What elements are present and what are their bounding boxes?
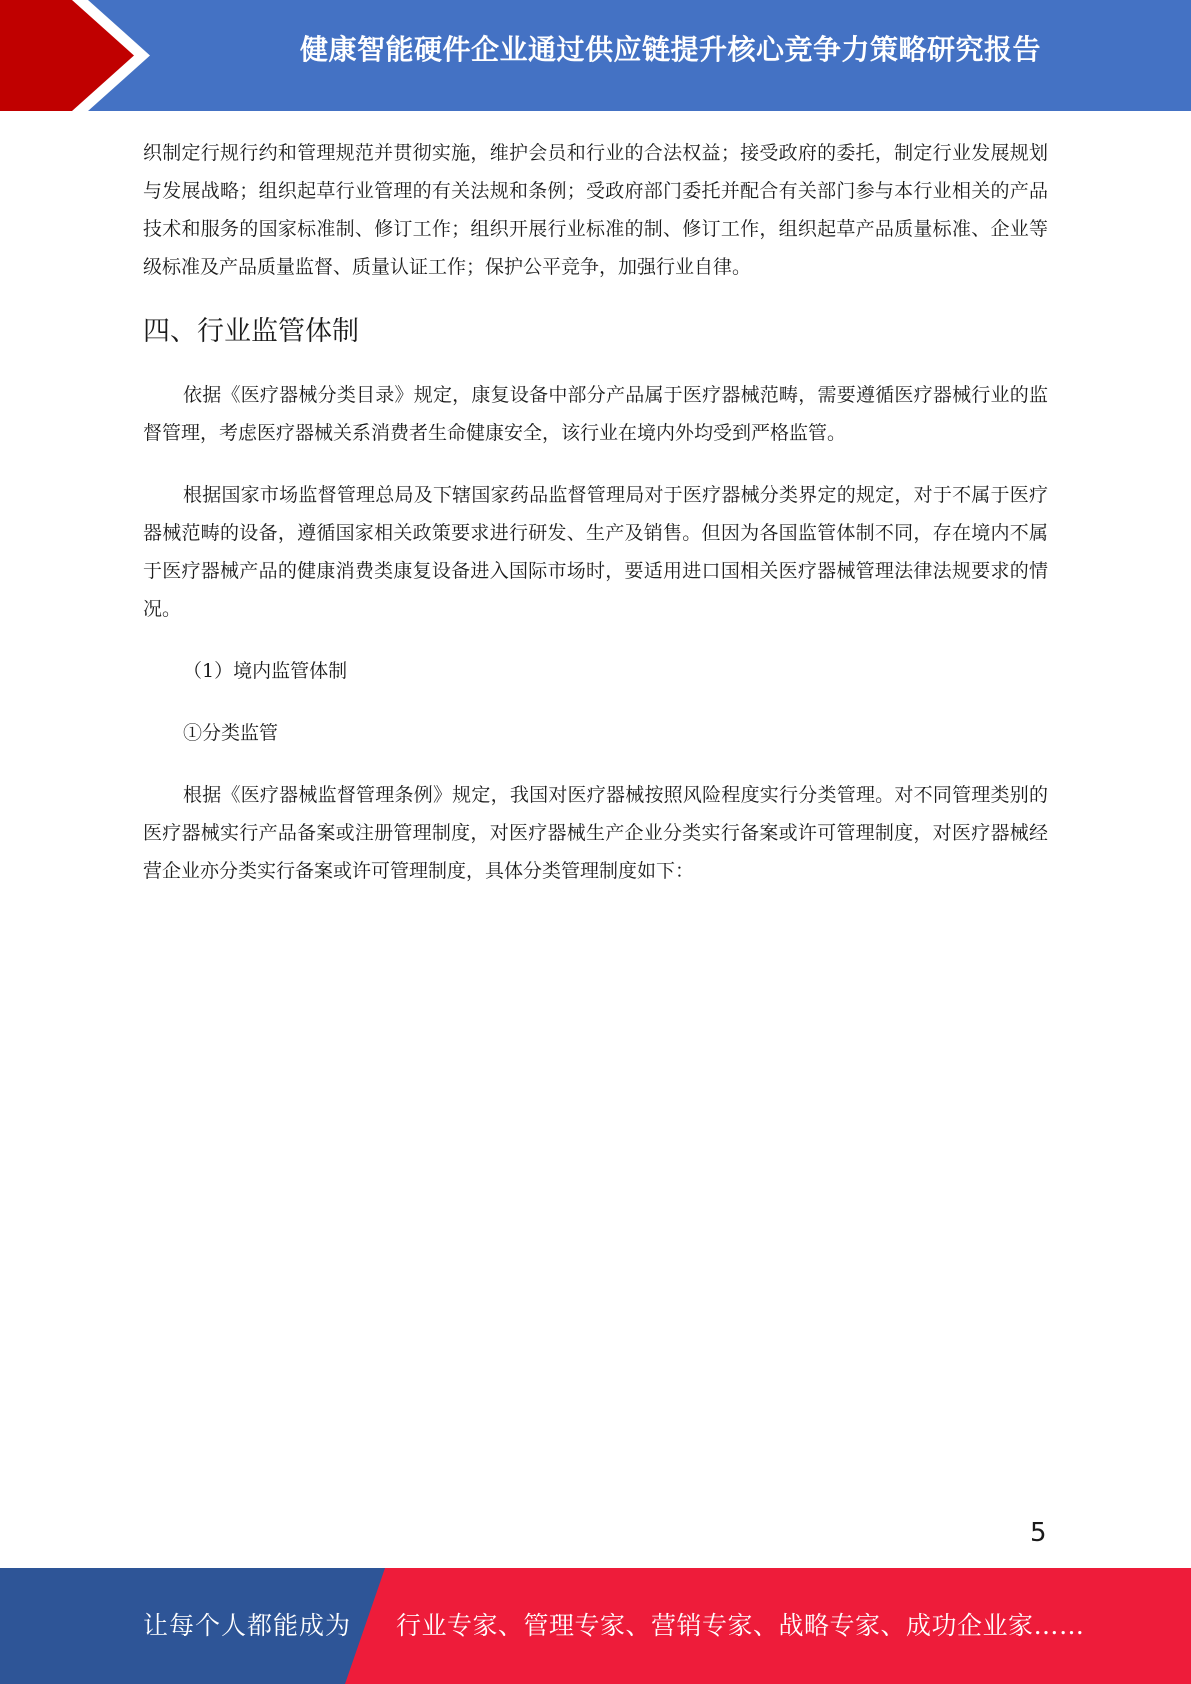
header-chevron-decoration xyxy=(0,0,160,111)
footer-slogan-right: 行业专家、管理专家、营销专家、战略专家、成功企业家…… xyxy=(396,1611,1085,1640)
page-header xyxy=(0,0,1191,111)
paragraph-medical-device-classification: 依据《医疗器械分类目录》规定，康复设备中部分产品属于医疗器械范畴，需要遵循医疗器械行业的监督管理，考虑医疗器械关系消费者生命健康安全，该行业在境内外均受到严格监管。 xyxy=(143,384,1048,444)
chevron-red-shape xyxy=(0,0,134,111)
report-title: 健康智能硬件企业通过供应链提升核心竞争力策略研究报告 xyxy=(299,33,1041,66)
subheading-domestic-regulation: （1）境内监管体制 xyxy=(183,660,348,682)
section-heading: 四、行业监管体制 xyxy=(143,316,359,347)
page-content xyxy=(143,134,1048,914)
footer-slogan-left: 让每个人都能成为 xyxy=(143,1611,352,1640)
page-number: 5 xyxy=(1030,1518,1047,1548)
paragraph-regulatory-definition: 根据国家市场监督管理总局及下辖国家药品监督管理局对于医疗器械分类界定的规定，对于不属于医疗器械范畴的设备，遵循国家相关政策要求进行研发、生产及销售。但因为各国监管体制不同，存在境内不属于医疗器械产品的健康消费类康复设备进入国际市场时，要适用进口国相关医疗器械管理法律法规要求的情况。 xyxy=(143,484,1048,620)
subheading-classification-supervision: ①分类监管 xyxy=(183,722,279,744)
page-footer xyxy=(0,1568,1191,1684)
paragraph-supervision-regulations: 根据《医疗器械监督管理条例》规定，我国对医疗器械按照风险程度实行分类管理。对不同管理类别的医疗器械实行产品备案或注册管理制度，对医疗器械生产企业分类实行备案或许可管理制度，对医疗器械经营企业亦分类实行备案或许可管理制度，具体分类管理制度如下： xyxy=(143,784,1048,882)
intro-paragraph: 织制定行规行约和管理规范并贯彻实施，维护会员和行业的合法权益；接受政府的委托，制定行业发展规划与发展战略；组织起草行业管理的有关法规和条例；受政府部门委托并配合有关部门参与本行业相关的产品技术和服务的国家标准制、修订工作；组织开展行业标准的制、修订工作，组织起草产品质量标准、企业等级标准及产品质量监督、质量认证工作；保护公平竞争，加强行业自律。 xyxy=(143,142,1048,278)
